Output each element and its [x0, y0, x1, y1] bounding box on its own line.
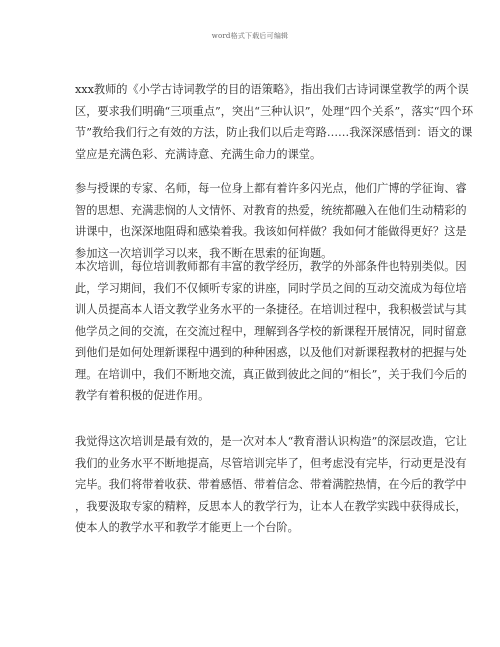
text-line: 我们的业务水平不断地提高，尽管培训完毕了，但考虑没有完毕，行动更是没有	[75, 456, 467, 470]
paragraph-3	[75, 256, 467, 407]
text-line: 完毕。我们将带着收获、带着感悟、带着信念、带着满腔热情，在今后的教学中	[75, 478, 467, 491]
text-line: xxx教师的《小学古诗词教学的目的语策略》，指出我们古诗词课堂教学的两个误	[75, 83, 469, 96]
text-line: 到他们是如何处理新课程中遇到的种种困惑，以及他们对新课程教材的把握与处	[75, 346, 467, 359]
header-note: word格式下载后可编辑	[211, 32, 289, 40]
text-line: 教学有着积极的促进作用。	[75, 389, 210, 402]
text-line: 本次培训，每位培训教师都有丰富的教学经历，教学的外部条件也特别类似。因	[75, 260, 467, 273]
paragraph-2	[75, 178, 467, 264]
text-line: 我觉得这次培训是最有效的，是一次对本人“教育潜认识构造”的深层改造，它让	[75, 435, 467, 448]
text-line: 他学员之间的交流，在交流过程中，理解到各学校的新课程开展情况，同时留意	[75, 324, 467, 338]
text-line: 参与授课的专家、名师，每一位身上都有着许多闪光点，他们广博的学征询、睿	[75, 182, 467, 195]
paragraph-1	[75, 79, 474, 165]
text-line: 堂应是充满色彩、充满诗意、充满生命力的课堂。	[75, 147, 322, 161]
text-line: 理。在培训中，我们不断地交流，真正做到彼此之间的“相长”，关于我们今后的	[75, 367, 467, 381]
text-line: 区，要求我们明确“三项重点”，突出“三种认识”，处理“四个关系”，落实“四个环	[75, 104, 474, 118]
text-line: 训人员提高本人语文教学业务水平的一条捷径。在培训过程中，我积极尝试与其	[75, 303, 467, 316]
paragraph-4	[75, 431, 467, 539]
text-line: 讲课中，也深深地阻碍和感染着我。我该如何样做？我如何才能做得更好？这是	[75, 225, 467, 238]
text-line: 节”教给我们行之有效的方法，防止我们以后走弯路……我深深感悟到：语文的课	[75, 126, 473, 139]
text-line: 参加这一次培训学习以来，我不断在思索的征询题。	[75, 246, 333, 260]
text-line: 使本人的教学水平和教学才能更上一个台阶。	[75, 521, 299, 534]
text-line: 智的思想、充满悲悯的人文情怀、对教育的热爱，统统都融入在他们生动精彩的	[75, 203, 467, 217]
text-line: 此，学习期间，我们不仅倾听专家的讲座，同时学员之间的互动交流成为每位培	[75, 281, 467, 295]
text-line: ，我要汲取专家的精粹，反思本人的教学行为，让本人在教学实践中获得成长，	[75, 499, 467, 513]
